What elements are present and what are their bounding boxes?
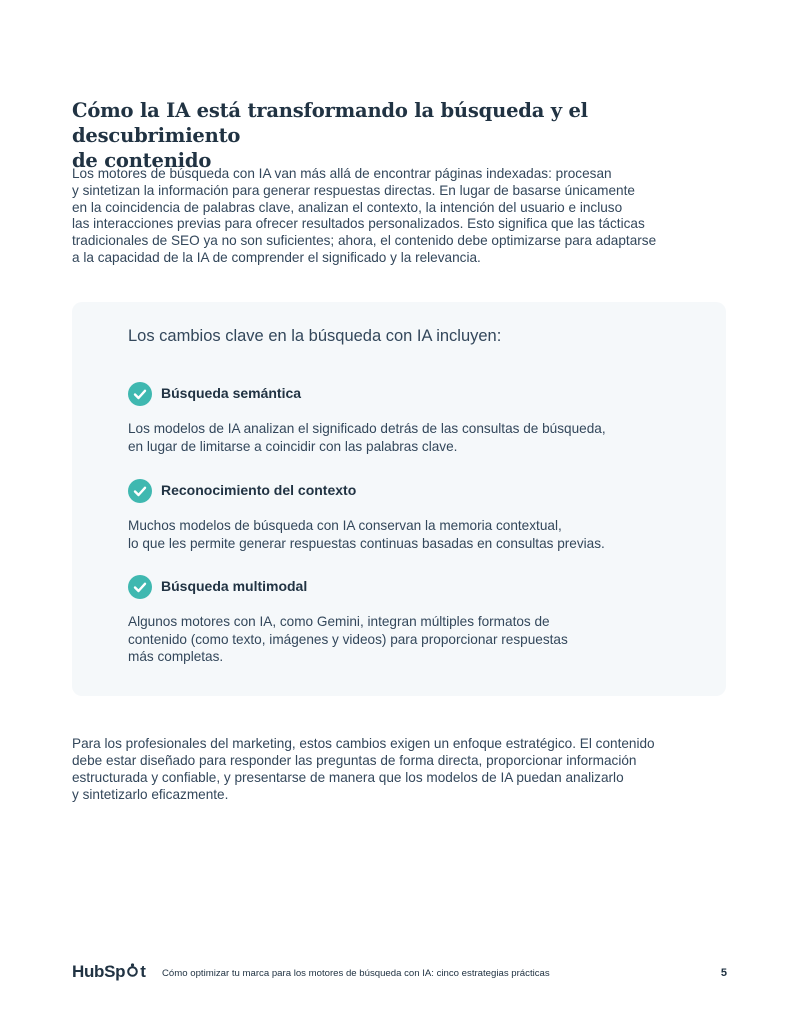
page-title-line: de contenido [72, 149, 212, 172]
intro-paragraph [72, 166, 732, 267]
check-circle-icon [128, 382, 152, 406]
page-number: 5 [720, 967, 727, 979]
list-item [128, 382, 688, 454]
key-changes-card [72, 302, 726, 696]
item-title: Reconocimiento del contexto [161, 482, 357, 498]
page-title [72, 98, 722, 173]
item-header [128, 575, 688, 599]
item-title: Búsqueda multimodal [161, 578, 308, 594]
outro-line: estructurada y confiable, y presentarse de manera que los modelos de IA puedan analizarlo [72, 770, 624, 785]
item-description-line: contenido (como texto, imágenes y videos) para proporcionar respuestas [128, 631, 568, 647]
logo-text: HubSp [72, 962, 126, 981]
logo-text: t [140, 962, 146, 981]
item-description [128, 613, 568, 666]
intro-line: tradicionales de SEO ya no son suficientes; ahora, el contenido debe optimizarse para adaptarse [72, 233, 657, 249]
list-item [128, 575, 688, 664]
item-description-line: en lugar de limitarse a coincidir con las palabras clave. [128, 438, 458, 454]
intro-line: a la capacidad de la IA de comprender el significado y la relevancia. [72, 249, 481, 265]
intro-line: Los motores de búsqueda con IA van más allá de encontrar páginas indexadas: procesan [72, 166, 612, 181]
sprocket-icon [125, 963, 140, 978]
list-item [128, 479, 688, 551]
item-description-line: Los modelos de IA analizan el significado detrás de las consultas de búsqueda, [128, 421, 606, 436]
outro-paragraph [72, 735, 732, 803]
item-description-line: Muchos modelos de búsqueda con IA conservan la memoria contextual, [128, 518, 562, 533]
outro-line: y sintetizarlo eficazmente. [72, 787, 229, 802]
page-footer [72, 962, 727, 984]
item-description [128, 420, 606, 455]
card-heading: Los cambios clave en la búsqueda con IA incluyen: [128, 327, 502, 345]
footer-document-title: Cómo optimizar tu marca para los motores de búsqueda con IA: cinco estrategias prácticas [162, 968, 550, 979]
item-title: Búsqueda semántica [161, 385, 302, 401]
item-header [128, 479, 688, 503]
item-description [128, 517, 605, 552]
item-description-line: lo que les permite generar respuestas continuas basadas en consultas previas. [128, 535, 605, 551]
outro-line: Para los profesionales del marketing, estos cambios exigen un enfoque estratégico. El contenido [72, 736, 655, 751]
intro-line: en la coincidencia de palabras clave, analizan el contexto, la intención del usuario e incluso [72, 199, 623, 215]
check-circle-icon [128, 479, 152, 503]
hubspot-logo [72, 962, 146, 982]
check-circle-icon [128, 575, 152, 599]
intro-line: y sintetizan la información para generar respuestas directas. En lugar de basarse únicamente [72, 182, 635, 198]
item-description-line: Algunos motores con IA, como Gemini, integran múltiples formatos de [128, 614, 550, 629]
page-title-line: Cómo la IA está transformando la búsqueda y el descubrimiento [72, 99, 588, 147]
item-description-line: más completas. [128, 649, 224, 664]
outro-line: debe estar diseñado para responder las preguntas de forma directa, proporcionar información [72, 753, 637, 768]
item-header [128, 382, 688, 406]
intro-line: las interacciones previas para ofrecer resultados personalizados. Esto significa que las tácticas [72, 216, 645, 232]
